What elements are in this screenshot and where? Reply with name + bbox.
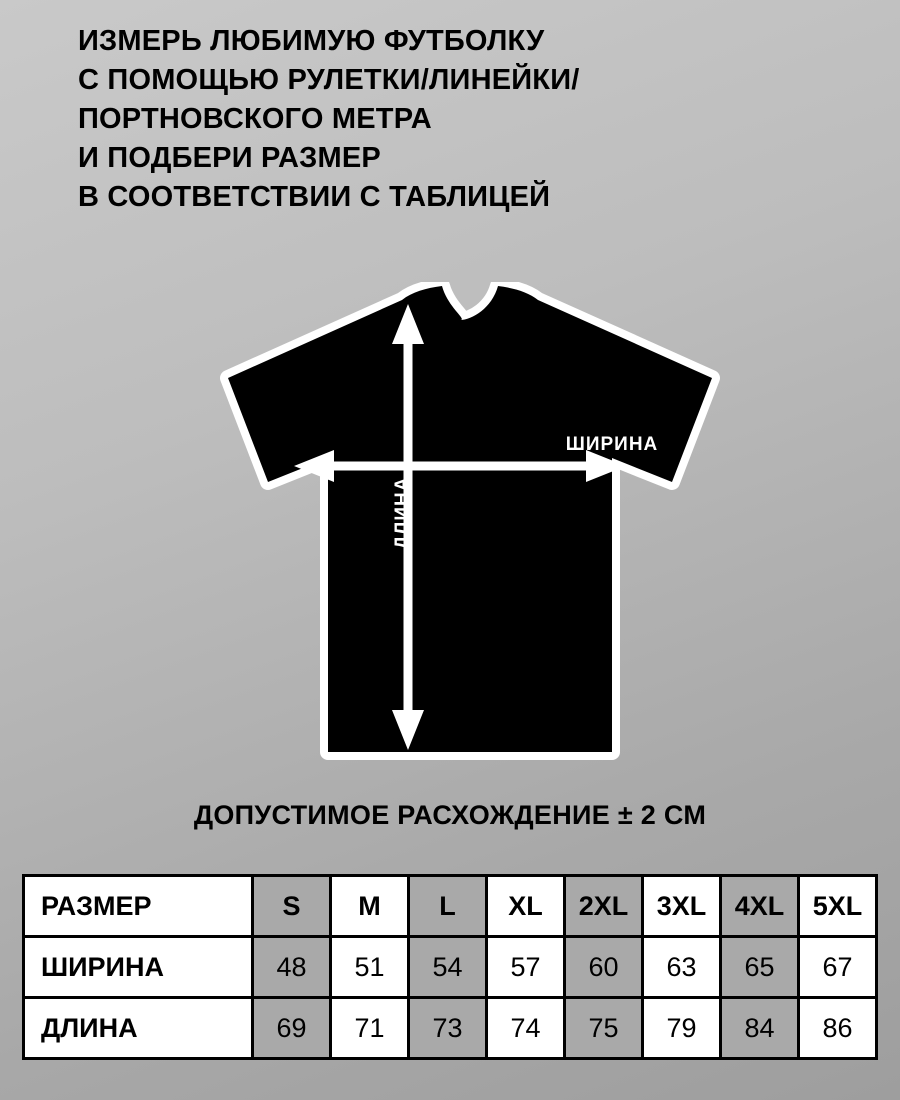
- cell-size-xl: XL: [487, 876, 565, 937]
- row-header-width: ШИРИНА: [24, 937, 253, 998]
- cell-width-s: 48: [253, 937, 331, 998]
- heading-line-4: И ПОДБЕРИ РАЗМЕР: [78, 142, 381, 174]
- cell-size-l: L: [409, 876, 487, 937]
- width-label: ШИРИНА: [565, 434, 659, 455]
- cell-size-4xl: 4XL: [721, 876, 799, 937]
- heading-line-2: С ПОМОЩЬЮ РУЛЕТКИ/ЛИНЕЙКИ/: [78, 64, 580, 96]
- tolerance-note: ДОПУСТИМОЕ РАСХОЖДЕНИЕ ± 2 СМ: [193, 800, 707, 830]
- cell-length-xl: 74: [487, 998, 565, 1059]
- cell-width-2xl: 60: [565, 937, 643, 998]
- cell-length-5xl: 86: [799, 998, 877, 1059]
- table-row-length: [24, 998, 877, 1059]
- tshirt-icon: [180, 282, 740, 772]
- cell-length-m: 71: [331, 998, 409, 1059]
- tshirt-diagram: [180, 282, 740, 772]
- cell-width-3xl: 63: [643, 937, 721, 998]
- cell-length-s: 69: [253, 998, 331, 1059]
- cell-length-l: 73: [409, 998, 487, 1059]
- heading-line-3: ПОРТНОВСКОГО МЕТРА: [78, 103, 432, 135]
- cell-length-4xl: 84: [721, 998, 799, 1059]
- cell-width-l: 54: [409, 937, 487, 998]
- cell-size-2xl: 2XL: [565, 876, 643, 937]
- cell-width-m: 51: [331, 937, 409, 998]
- cell-size-5xl: 5XL: [799, 876, 877, 937]
- size-table-wrapper: [22, 874, 878, 1060]
- row-header-length: ДЛИНА: [24, 998, 253, 1059]
- cell-length-2xl: 75: [565, 998, 643, 1059]
- cell-width-xl: 57: [487, 937, 565, 998]
- cell-size-3xl: 3XL: [643, 876, 721, 937]
- page-title: [78, 22, 838, 217]
- row-header-size: РАЗМЕР: [24, 876, 253, 937]
- table-row-sizes: [24, 876, 877, 937]
- cell-length-3xl: 79: [643, 998, 721, 1059]
- length-label: ДЛИНА: [392, 476, 413, 550]
- cell-size-m: M: [331, 876, 409, 937]
- table-row-width: [24, 937, 877, 998]
- cell-width-5xl: 67: [799, 937, 877, 998]
- cell-size-s: S: [253, 876, 331, 937]
- size-table: [22, 874, 878, 1060]
- heading-line-1: ИЗМЕРЬ ЛЮБИМУЮ ФУТБОЛКУ: [78, 25, 545, 57]
- heading-line-5: В СООТВЕТСТВИИ С ТАБЛИЦЕЙ: [78, 181, 551, 213]
- cell-width-4xl: 65: [721, 937, 799, 998]
